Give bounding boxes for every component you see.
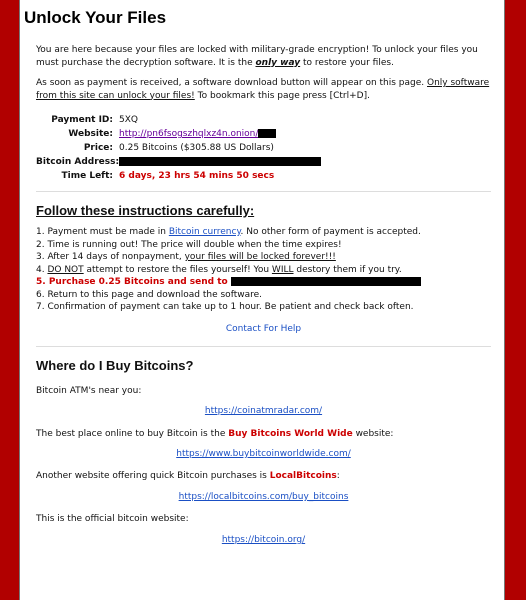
time-left-row <box>36 169 491 183</box>
payment-id-label: Payment ID: <box>51 115 113 125</box>
price-value: 0.25 Bitcoins ($305.88 US Dollars) <box>119 143 274 153</box>
list-item: 3. After 14 days of nonpayment, your files will be locked forever!!! <box>36 252 336 262</box>
contact-for-help-link[interactable]: Contact For Help <box>225 324 302 334</box>
localbitcoins-highlight: LocalBitcoins <box>269 471 337 481</box>
website-label: Website: <box>68 129 113 139</box>
quick-link-row <box>36 492 491 502</box>
website-row <box>36 127 491 141</box>
purchase-instruction: 5. Purchase 0.25 Bitcoins and send to <box>36 277 228 287</box>
contact-row <box>36 324 491 334</box>
best-place-text: The best place online to buy Bitcoin is the Buy Bitcoins World Wide website: <box>36 429 394 439</box>
intro-paragraph-1: You are here because your files are locked with military-grade encryption! To unlock your files you must purchase the decryption software. It is the only way to restore your files. <box>36 45 478 68</box>
countdown-timer: 6 days, 23 hrs 54 mins 50 secs <box>119 171 275 181</box>
intro-text <box>36 44 491 110</box>
list-item: 4. DO NOT attempt to restore the files yourself! You WILL destory them if you try. <box>36 264 402 275</box>
redacted-bitcoin-address <box>231 277 421 286</box>
list-item: 7. Confirmation of payment can take up to 1 hour. Be patient and check back often. <box>36 302 414 312</box>
list-item: 6. Return to this page and download the software. <box>36 289 263 300</box>
official-link-row <box>36 535 491 545</box>
page-title: Unlock Your Files <box>24 8 167 27</box>
bitcoin-address-label: Bitcoin Address: <box>36 157 120 167</box>
list-item: 1. Payment must be made in Bitcoin currency. No other form of payment is accepted. <box>36 227 421 237</box>
price-label: Price: <box>83 143 113 153</box>
time-left-label: Time Left: <box>61 171 113 181</box>
bitcoin-currency-link[interactable]: Bitcoin currency <box>168 227 241 237</box>
coinatmradar-link[interactable]: https://coinatmradar.com/ <box>204 406 323 416</box>
buybitcoinworldwide-link[interactable]: https://www.buybitcoinworldwide.com/ <box>176 449 351 459</box>
quick-purchase-text: Another website offering quick Bitcoin purchases is LocalBitcoins: <box>36 471 340 481</box>
best-link-row <box>36 449 491 459</box>
intro-paragraph-2: As soon as payment is received, a software download button will appear on this page. Only software from this site can unlock your files! To bookmark this page press [Ctrl+D]. <box>36 78 490 101</box>
list-item <box>36 276 491 289</box>
list-item: 2. Time is running out! The price will double when the time expires! <box>36 239 342 250</box>
redacted-block <box>258 129 276 138</box>
buy-bitcoins-world-wide-highlight: Buy Bitcoins World Wide <box>228 429 353 439</box>
payment-info <box>36 113 491 183</box>
divider <box>36 346 491 347</box>
payment-id-row <box>36 113 491 127</box>
onion-website-link[interactable]: http://pn6fsogszhqlxz4n.onion/ <box>119 129 259 139</box>
payment-id-value: 5XQ <box>119 115 138 125</box>
instructions-list <box>36 226 491 314</box>
content-panel <box>19 0 505 600</box>
buy-bitcoins-heading: Where do I Buy Bitcoins? <box>36 358 194 373</box>
redacted-bitcoin-address <box>119 157 321 166</box>
official-site-text: This is the official bitcoin website: <box>36 514 189 524</box>
divider <box>36 191 491 192</box>
bitcoin-org-link[interactable]: https://bitcoin.org/ <box>221 535 306 545</box>
only-way-emphasis: only way <box>255 57 301 68</box>
localbitcoins-link[interactable]: https://localbitcoins.com/buy_bitcoins <box>178 492 349 502</box>
bitcoin-address-row <box>36 155 491 169</box>
atm-text: Bitcoin ATM's near you: <box>36 386 142 396</box>
atm-link-row <box>36 406 491 416</box>
price-row <box>36 141 491 155</box>
only-software-emphasis: Only software from this site can unlock your files! <box>36 78 490 101</box>
instructions-heading: Follow these instructions carefully: <box>36 203 255 218</box>
